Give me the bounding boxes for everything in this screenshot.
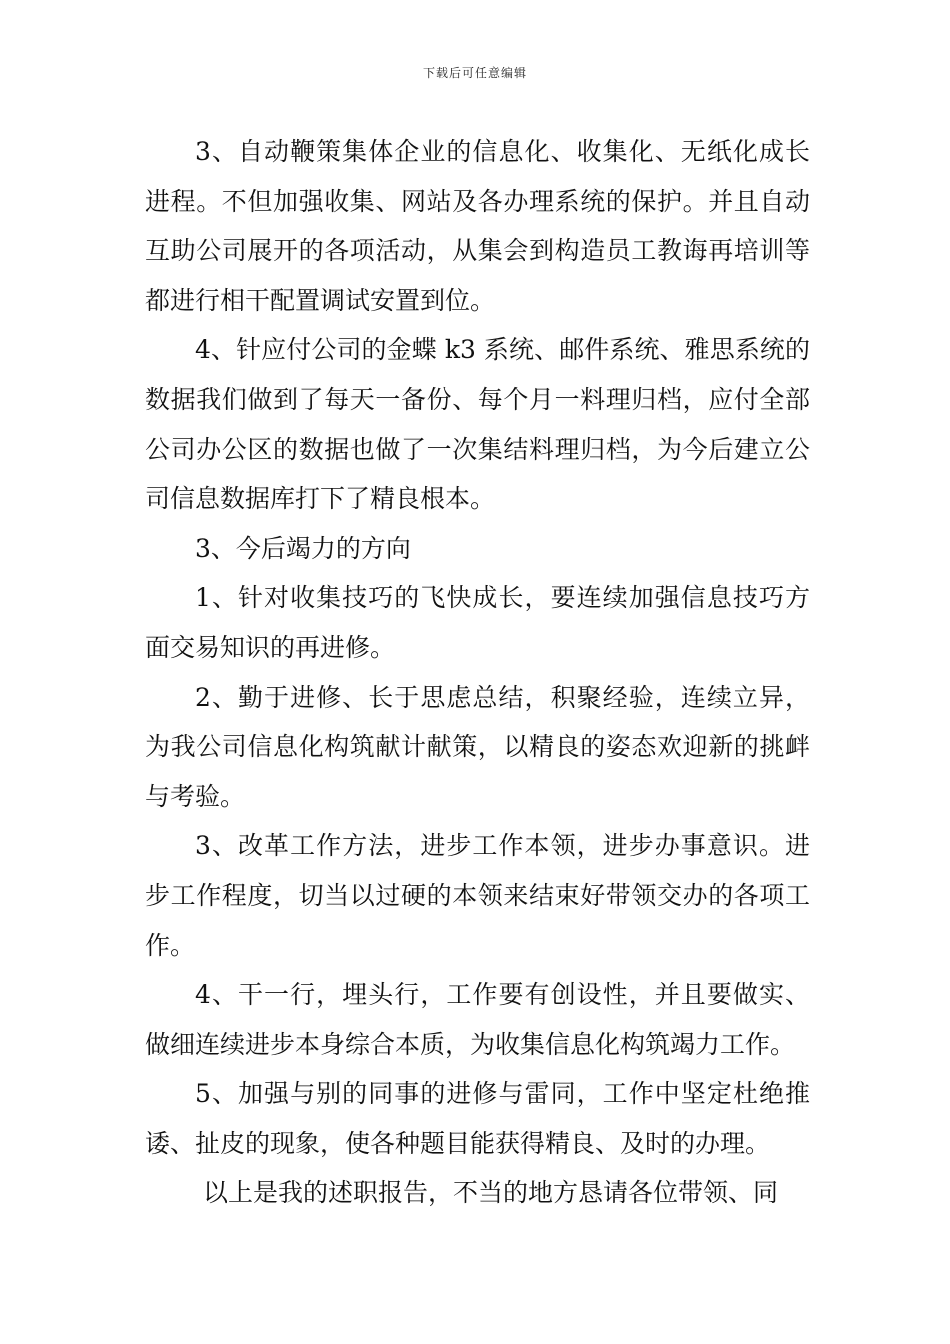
paragraph-item-4: 4、针应付公司的金蝶 k3 系统、邮件系统、雅思系统的数据我们做到了每天一备份、每个月一料理归档，应付全部公司办公区的数据也做了一次集结料理归档，为今后建立公司信息数据库打下了精良根本。	[145, 335, 810, 514]
document-body	[145, 127, 810, 1218]
paragraph-plan-2: 2、勤于进修、长于思虑总结，积聚经验，连续立异，为我公司信息化构筑献计献策，以精良的姿态欢迎新的挑衅与考验。	[145, 682, 810, 811]
section-heading-future-direction: 3、今后竭力的方向	[195, 533, 411, 563]
paragraph-plan-1: 1、针对收集技巧的飞快成长，要连续加强信息技巧方面交易知识的再进修。	[145, 583, 810, 662]
paragraph-plan-4: 4、干一行，埋头行，工作要有创设性，并且要做实、做细连续进步本身综合本质，为收集信息化构筑竭力工作。	[145, 980, 810, 1059]
paragraph-item-3: 3、自动鞭策集体企业的信息化、收集化、无纸化成长进程。不但加强收集、网站及各办理系统的保护。并且自动互助公司展开的各项活动，从集会到构造员工教诲再培训等都进行相干配置调试安置到位。	[145, 137, 810, 315]
page-header: 下载后可任意编辑	[422, 66, 527, 80]
paragraph-plan-3: 3、改革工作方法，进步工作本领，进步办事意识。进步工作程度，切当以过硬的本领来结束好带领交办的各项工作。	[145, 831, 810, 960]
paragraph-closing: 以上是我的述职报告，不当的地方恳请各位带领、同	[203, 1178, 779, 1208]
paragraph-plan-5: 5、加强与别的同事的进修与雷同，工作中坚定杜绝推诿、扯皮的现象，使各种题目能获得精良、及时的办理。	[145, 1079, 810, 1158]
